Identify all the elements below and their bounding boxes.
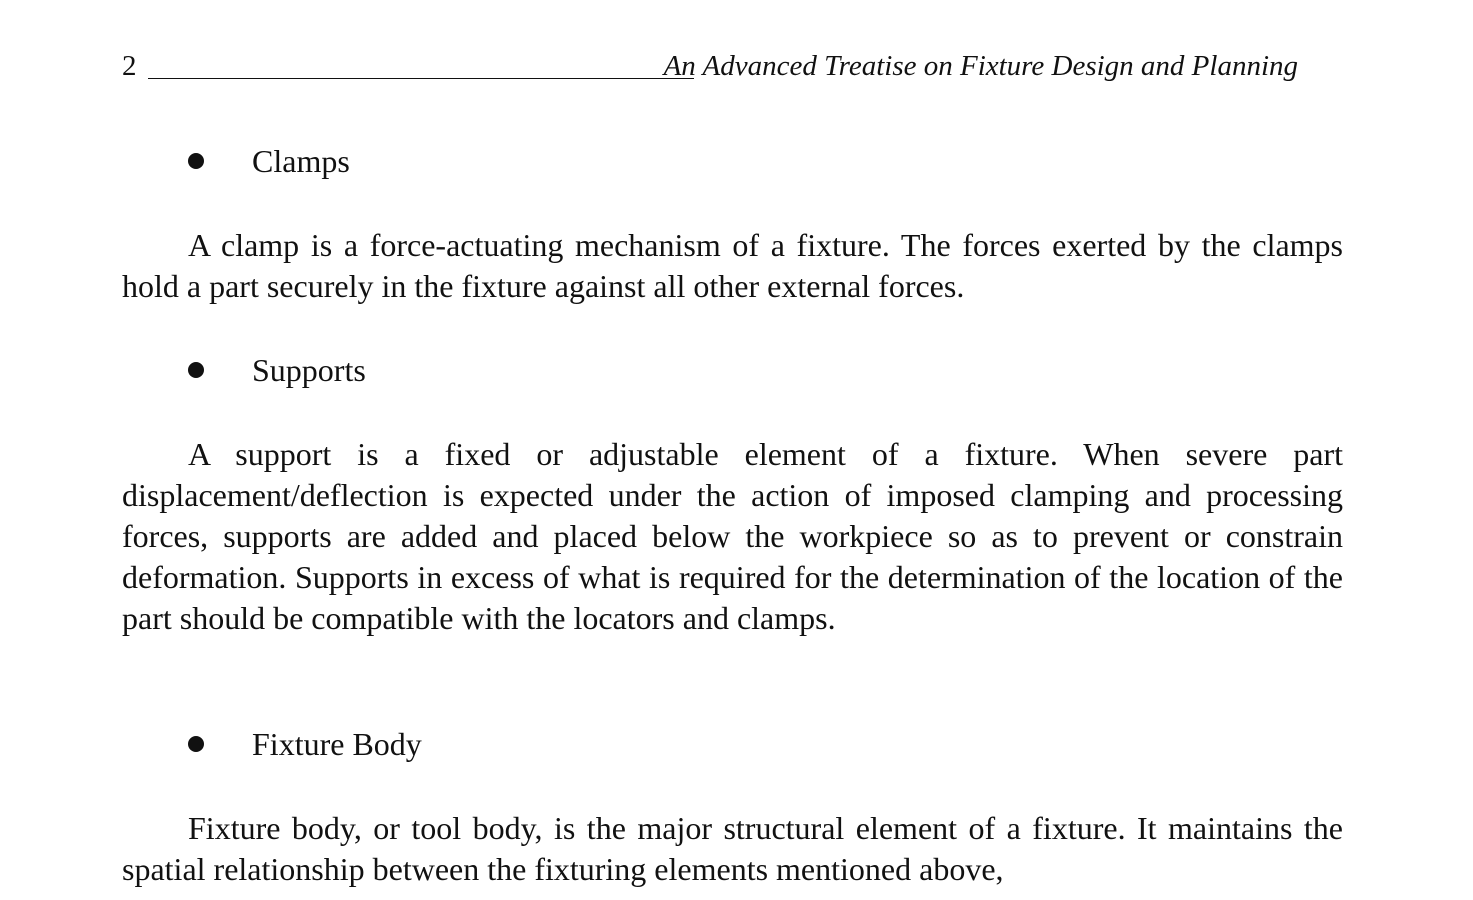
section-heading-label: Supports <box>252 352 366 388</box>
section-paragraph-clamps: A clamp is a force-actuating mechanism of a fixture. The forces exerted by the clamps hold a part securely in the fixture against all other external forces. <box>122 227 1343 304</box>
running-header <box>122 46 1298 86</box>
bullet-icon <box>188 153 204 169</box>
section-heading-label: Clamps <box>252 143 350 179</box>
book-title: An Advanced Treatise on Fixture Design and Planning <box>663 50 1298 82</box>
section-paragraph-fixture-body: Fixture body, or tool body, is the major structural element of a fixture. It maintains the spatial relationship between the fixturing elements mentioned above, <box>122 810 1343 887</box>
section-paragraph-supports: A support is a fixed or adjustable element of a fixture. When severe part displacement/deflection is expected under the action of imposed clamping and processing forces, supports are added and placed below the workpiece so as to prevent or constrain deformation. Supports in excess of what is required for the determination of the location of the part should be compatible with the locators and clamps. <box>122 436 1343 636</box>
page-number: 2 <box>122 50 137 82</box>
bullet-icon <box>188 362 204 378</box>
section-heading-label: Fixture Body <box>252 726 422 762</box>
bullet-icon <box>188 736 204 752</box>
header-rule <box>148 78 694 79</box>
